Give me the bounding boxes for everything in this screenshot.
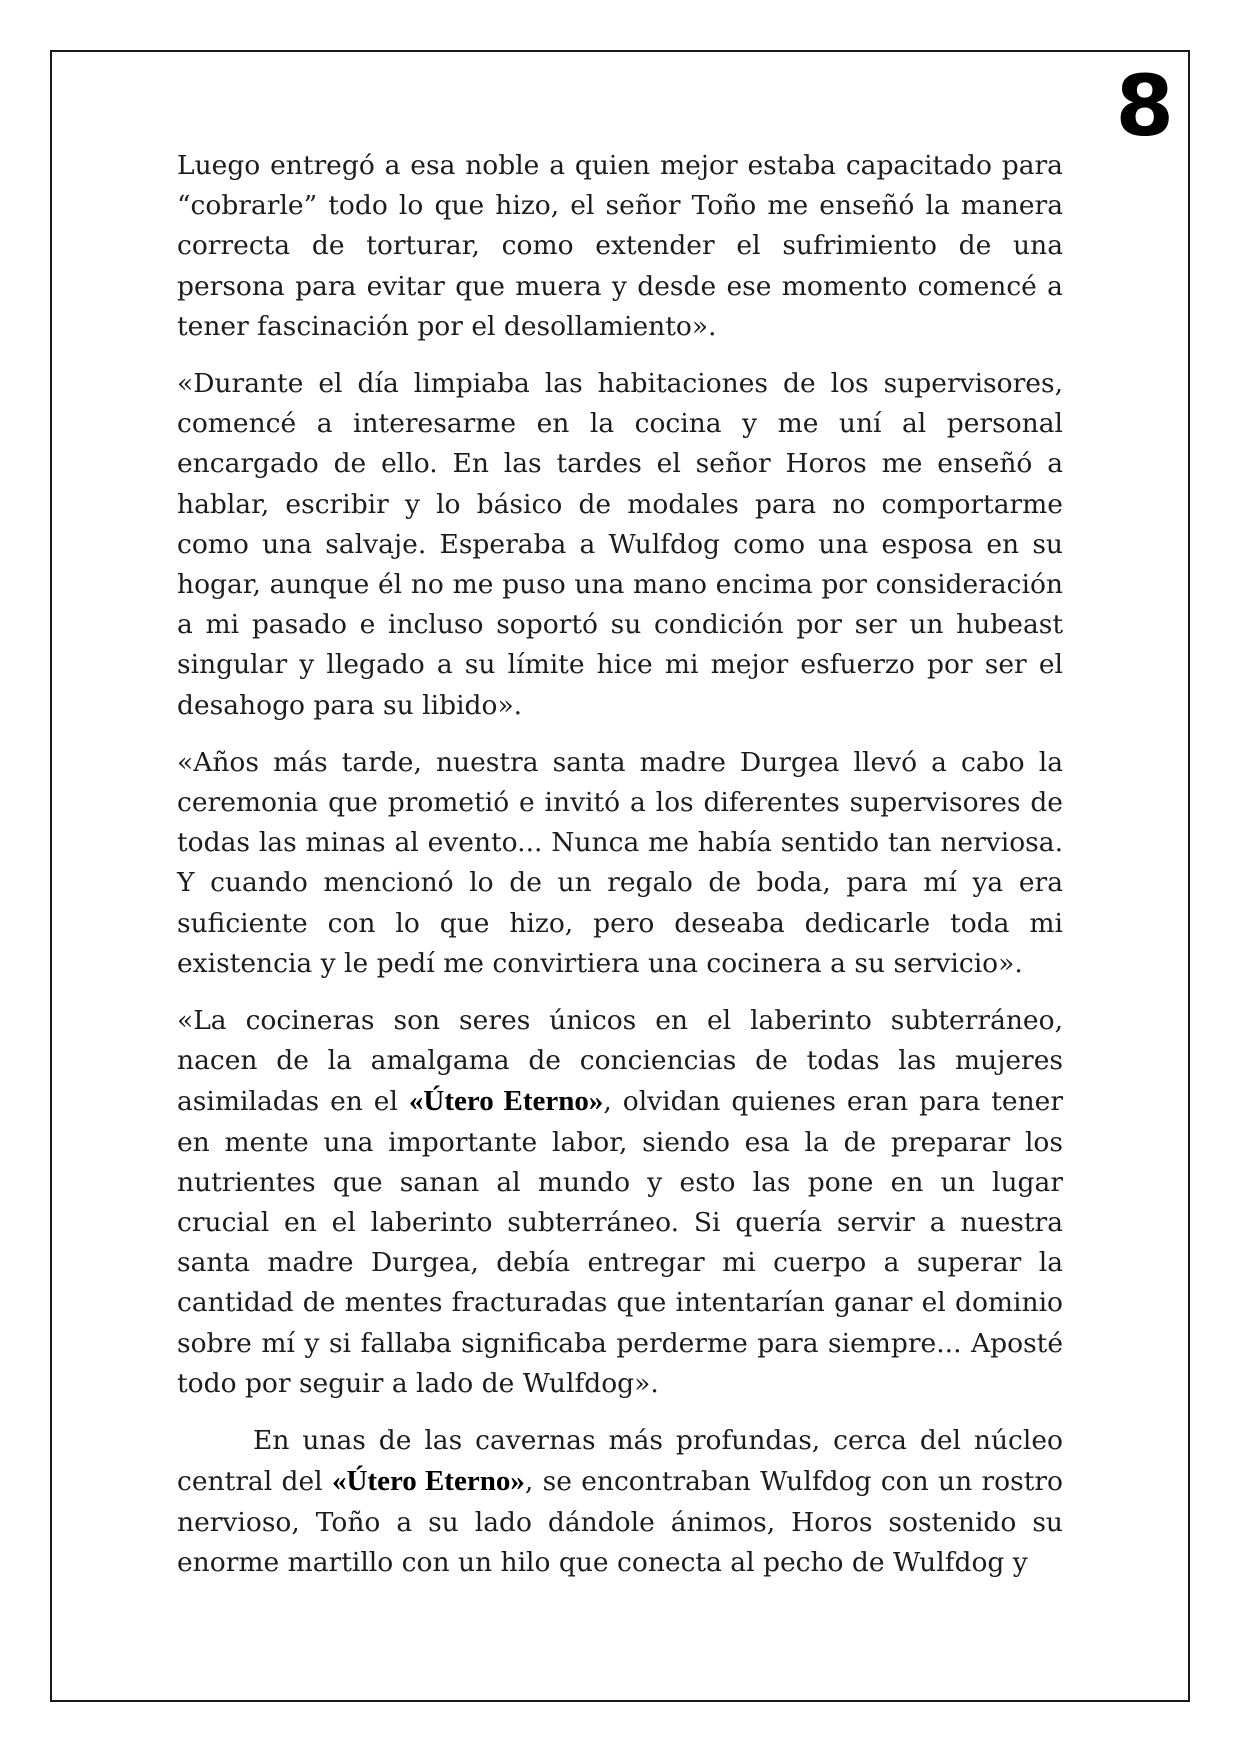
paragraph-text: , olvidan quienes eran para tener en mente una importante labor, siendo esa la de preparar los nutrientes que sanan al mundo y esto las pone en un lugar crucial en el laberinto subterráneo. Si quería servir a nuestra santa madre Durgea, debía entregar mi cuerpo a superar la cantidad de mentes fracturadas que intentarían ganar el dominio sobre mí y si fallaba significaba perderme para siempre... Aposté todo por seguir a lado de Wulfdog».: [177, 1086, 1064, 1399]
emphasized-term: «Útero Eterno»: [408, 1085, 604, 1118]
page-number: 8: [1115, 57, 1174, 155]
paragraph: [177, 364, 1063, 726]
emphasized-term: «Útero Eterno»: [331, 1465, 525, 1498]
paragraph-text: «Años más tarde, nuestra santa madre Durgea llevó a cabo la ceremonia que prometió e invitó a los diferentes supervisores de todas las minas al evento... Nunca me había sentido tan nerviosa. Y cuando mencionó lo de un regalo de boda, para mí ya era suficiente con lo que hizo, pero deseaba dedicarle toda mi existencia y le pedí me convirtiera una cocinera a su servicio».: [177, 746, 1063, 979]
paragraph-text: Luego entregó a esa noble a quien mejor estaba capacitado para “cobrarle” todo lo que hizo, el señor Toño me enseñó la manera correcta de torturar, como extender el sufrimiento de una persona para evitar que muera y desde ese momento comencé a tener fascinación por el desollamiento».: [177, 150, 1063, 342]
paragraph: [177, 1421, 1063, 1583]
paragraph-text: En unas de las cavernas más profundas, cerca del núcleo central del: [177, 1425, 1063, 1498]
paragraph-text: «La cocineras son seres únicos en el laberinto subterráneo, nacen de la amalgama de conciencias de todas las mujeres asimiladas en el: [177, 1005, 1063, 1118]
paragraph-text: «Durante el día limpiaba las habitaciones de los supervisores, comencé a interesarme en la cocina y me uní al personal encargado de ello. En las tardes el señor Horos me enseñó a hablar, escribir y lo básico de modales para no comportarme como una salvaje. Esperaba a Wulfdog como una esposa en su hogar, aunque él no me puso una mano encima por consideración a mi pasado e incluso soportó su condición por ser un hubeast singular y llegado a su límite hice mi mejor esfuerzo por ser el desahogo para su libido».: [177, 368, 1063, 721]
paragraph: [177, 146, 1063, 347]
paragraph: [177, 1001, 1063, 1404]
body-text: [177, 146, 1063, 1600]
paragraph: [177, 743, 1063, 984]
paragraph-text: , se encontraban Wulfdog con un rostro nervioso, Toño a su lado dándole ánimos, Horos sostenido su enorme martillo con un hilo que conecta al pecho de Wulfdog y: [177, 1466, 1063, 1578]
